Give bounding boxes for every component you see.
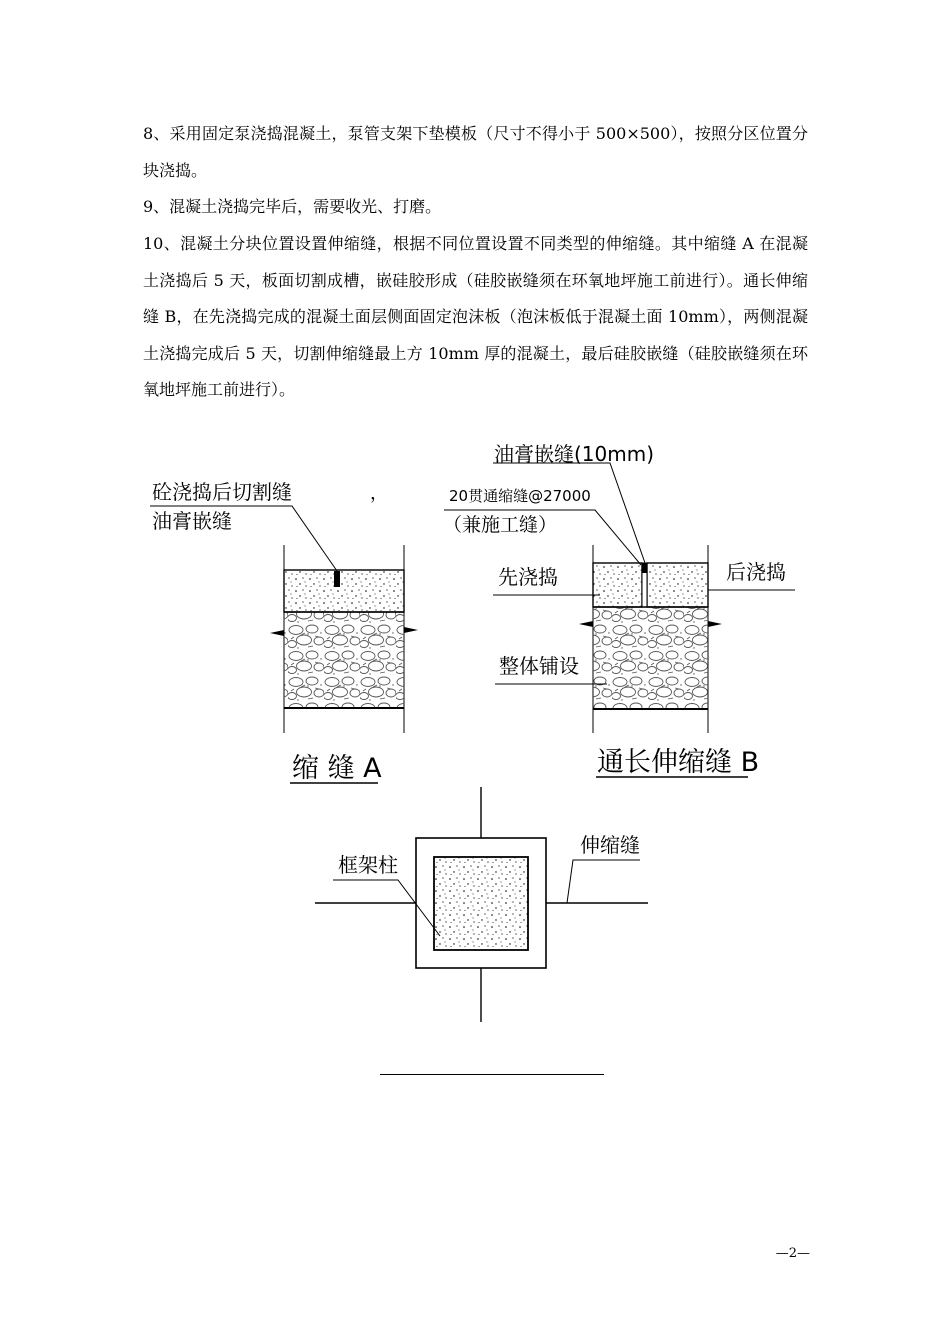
paragraph-10: 10、混凝土分块位置设置伸缩缝，根据不同位置设置不同类型的伸缩缝。其中缩缝 A 在混凝土浇捣后 5 天，板面切割成槽，嵌硅胶形成（硅胶嵌缝须在环氧地坪施工前进行）。通长伸缩缝 B，在先浇捣完成的混凝土面层侧面固定泡沫板（泡沫板低于混凝土面 10mm），两侧混凝土浇捣完成后 5 天，切割伸缩缝最上方 10mm 厚的混凝土，最后硅胶嵌缝（硅胶嵌缝须在环氧地坪施工前进行）。 [143, 234, 808, 399]
diagram-b [443, 442, 795, 778]
sealant-joint [334, 571, 340, 587]
label-after-pour: 后浇捣 [726, 560, 786, 584]
label-sealant-10mm: 油膏嵌缝(10mm) [494, 442, 655, 466]
label-frame-column: 框架柱 [338, 853, 398, 877]
diagram-column-joint [315, 787, 648, 1022]
paragraph-8: 8、采用固定泵浇捣混凝土，泵管支架下垫模板（尺寸不得小于 500×500），按照分区位置分块浇捣。 [143, 124, 808, 180]
label-cut-joint: 砼浇捣后切割缝 [152, 480, 292, 504]
label-construction-joint: （兼施工缝） [443, 514, 558, 536]
label-integral-base: 整体铺设 [499, 654, 579, 678]
second-pour-layer [647, 563, 708, 607]
label-first-pour: 先浇捣 [498, 565, 558, 589]
label-expansion-joint: 伸缩缝 [580, 833, 640, 857]
label-sealant: 油膏嵌缝 [152, 509, 232, 533]
label-through-joint: 20贯通缩缝@27000 [449, 487, 591, 505]
concrete-layer [284, 570, 404, 612]
gravel-layer [284, 612, 404, 708]
page-number: —2— [775, 1246, 810, 1261]
gravel-layer-b [593, 607, 708, 709]
diagram-a [150, 480, 418, 784]
sealant-joint-b [642, 563, 647, 573]
caption-b: 通长伸缩缝 B [597, 747, 760, 778]
first-pour-layer [593, 563, 642, 607]
stray-comma: ， [370, 483, 388, 504]
paragraph-9: 9、混凝土浇捣完毕后，需要收光、打磨。 [143, 197, 442, 216]
separator-line [380, 1074, 604, 1075]
caption-a: 缩 缝 A [292, 753, 382, 784]
frame-column [434, 857, 528, 950]
